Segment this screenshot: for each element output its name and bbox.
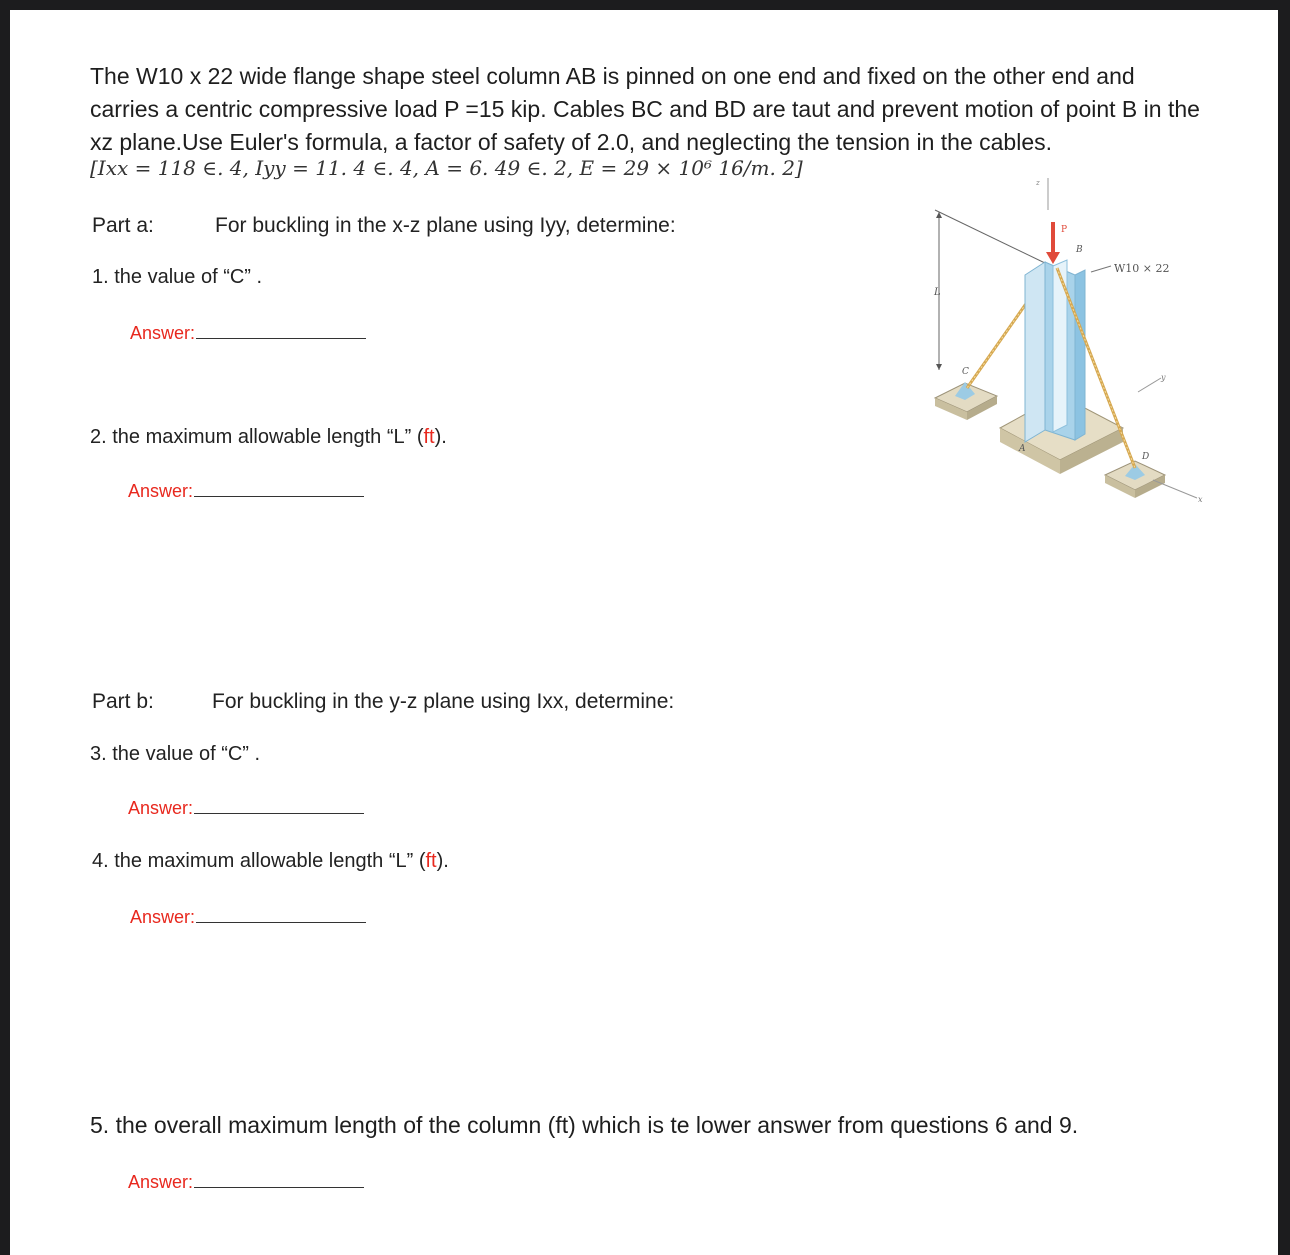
question-1: 1. the value of “C” . xyxy=(92,266,263,288)
section-leader-line xyxy=(1091,266,1111,272)
answer-5[interactable] xyxy=(128,1172,364,1193)
answer-label: Answer: xyxy=(130,323,196,343)
properties-formula: [Ixx = 118 ∈. 4, Iyy = 11. 4 ∈. 4, A = 6. 49 ∈. 2, E = 29 × 10⁶ 16/m. 2] xyxy=(90,156,803,180)
column-diagram xyxy=(925,170,1215,515)
answer-1[interactable] xyxy=(130,323,366,344)
y-axis xyxy=(1138,378,1161,392)
load-arrow-head xyxy=(1046,252,1060,264)
label-P: P xyxy=(1061,225,1068,235)
dimension-arrow-bottom xyxy=(936,364,942,370)
answer-line xyxy=(196,921,366,923)
question-4-unit: ft xyxy=(425,850,437,872)
question-2-text: 2. the maximum allowable length “L” ( xyxy=(90,426,424,448)
dimension-extension-top xyxy=(935,210,1047,264)
answer-4[interactable] xyxy=(130,907,366,928)
answer-3[interactable] xyxy=(128,798,364,819)
column-flange-left xyxy=(1025,262,1045,442)
answer-label: Answer: xyxy=(128,1172,194,1192)
answer-line xyxy=(196,337,366,339)
column-flange-edge xyxy=(1075,270,1085,440)
question-4-end: ). xyxy=(436,850,449,872)
part-b-description: For buckling in the y-z plane using Ixx, determine: xyxy=(212,690,675,713)
part-b-label: Part b: xyxy=(92,690,154,713)
part-a-label: Part a: xyxy=(92,214,154,237)
x-axis xyxy=(1153,480,1197,498)
label-A: A xyxy=(1019,444,1026,454)
answer-label: Answer: xyxy=(130,907,196,927)
question-3: 3. the value of “C” . xyxy=(90,743,261,765)
problem-statement: The W10 x 22 wide flange shape steel column AB is pinned on one end and fixed on the other end and carries a centric compressive load P =15 kip. Cables BC and BD are taut and prevent motion of point B in the xz plane.Use Euler's formula, a factor of safety of 2.0, and neglecting the tension in the cables. xyxy=(90,63,1200,155)
question-4 xyxy=(92,850,449,873)
label-L: L xyxy=(934,287,941,298)
label-C: C xyxy=(962,367,969,377)
label-z: z xyxy=(1036,179,1040,187)
document-page xyxy=(10,10,1278,1255)
question-4-text: 4. the maximum allowable length “L” ( xyxy=(92,850,426,872)
label-D: D xyxy=(1142,452,1150,462)
answer-label: Answer: xyxy=(128,798,194,818)
question-2-unit: ft xyxy=(423,426,435,448)
answer-2[interactable] xyxy=(128,481,364,502)
label-B: B xyxy=(1076,245,1083,255)
part-a-description: For buckling in the x-z plane using Iyy, determine: xyxy=(215,214,676,237)
label-y: y xyxy=(1161,373,1166,382)
question-2 xyxy=(90,426,447,449)
answer-line xyxy=(194,495,364,497)
answer-label: Answer: xyxy=(128,481,194,501)
answer-line xyxy=(194,812,364,814)
question-5: 5. the overall maximum length of the column (ft) which is te lower answer from questions 6 and 9. xyxy=(90,1112,1079,1138)
label-x: x xyxy=(1198,495,1203,504)
label-section: W10 × 22 xyxy=(1114,262,1170,275)
answer-line xyxy=(194,1186,364,1188)
question-2-end: ). xyxy=(434,426,447,448)
